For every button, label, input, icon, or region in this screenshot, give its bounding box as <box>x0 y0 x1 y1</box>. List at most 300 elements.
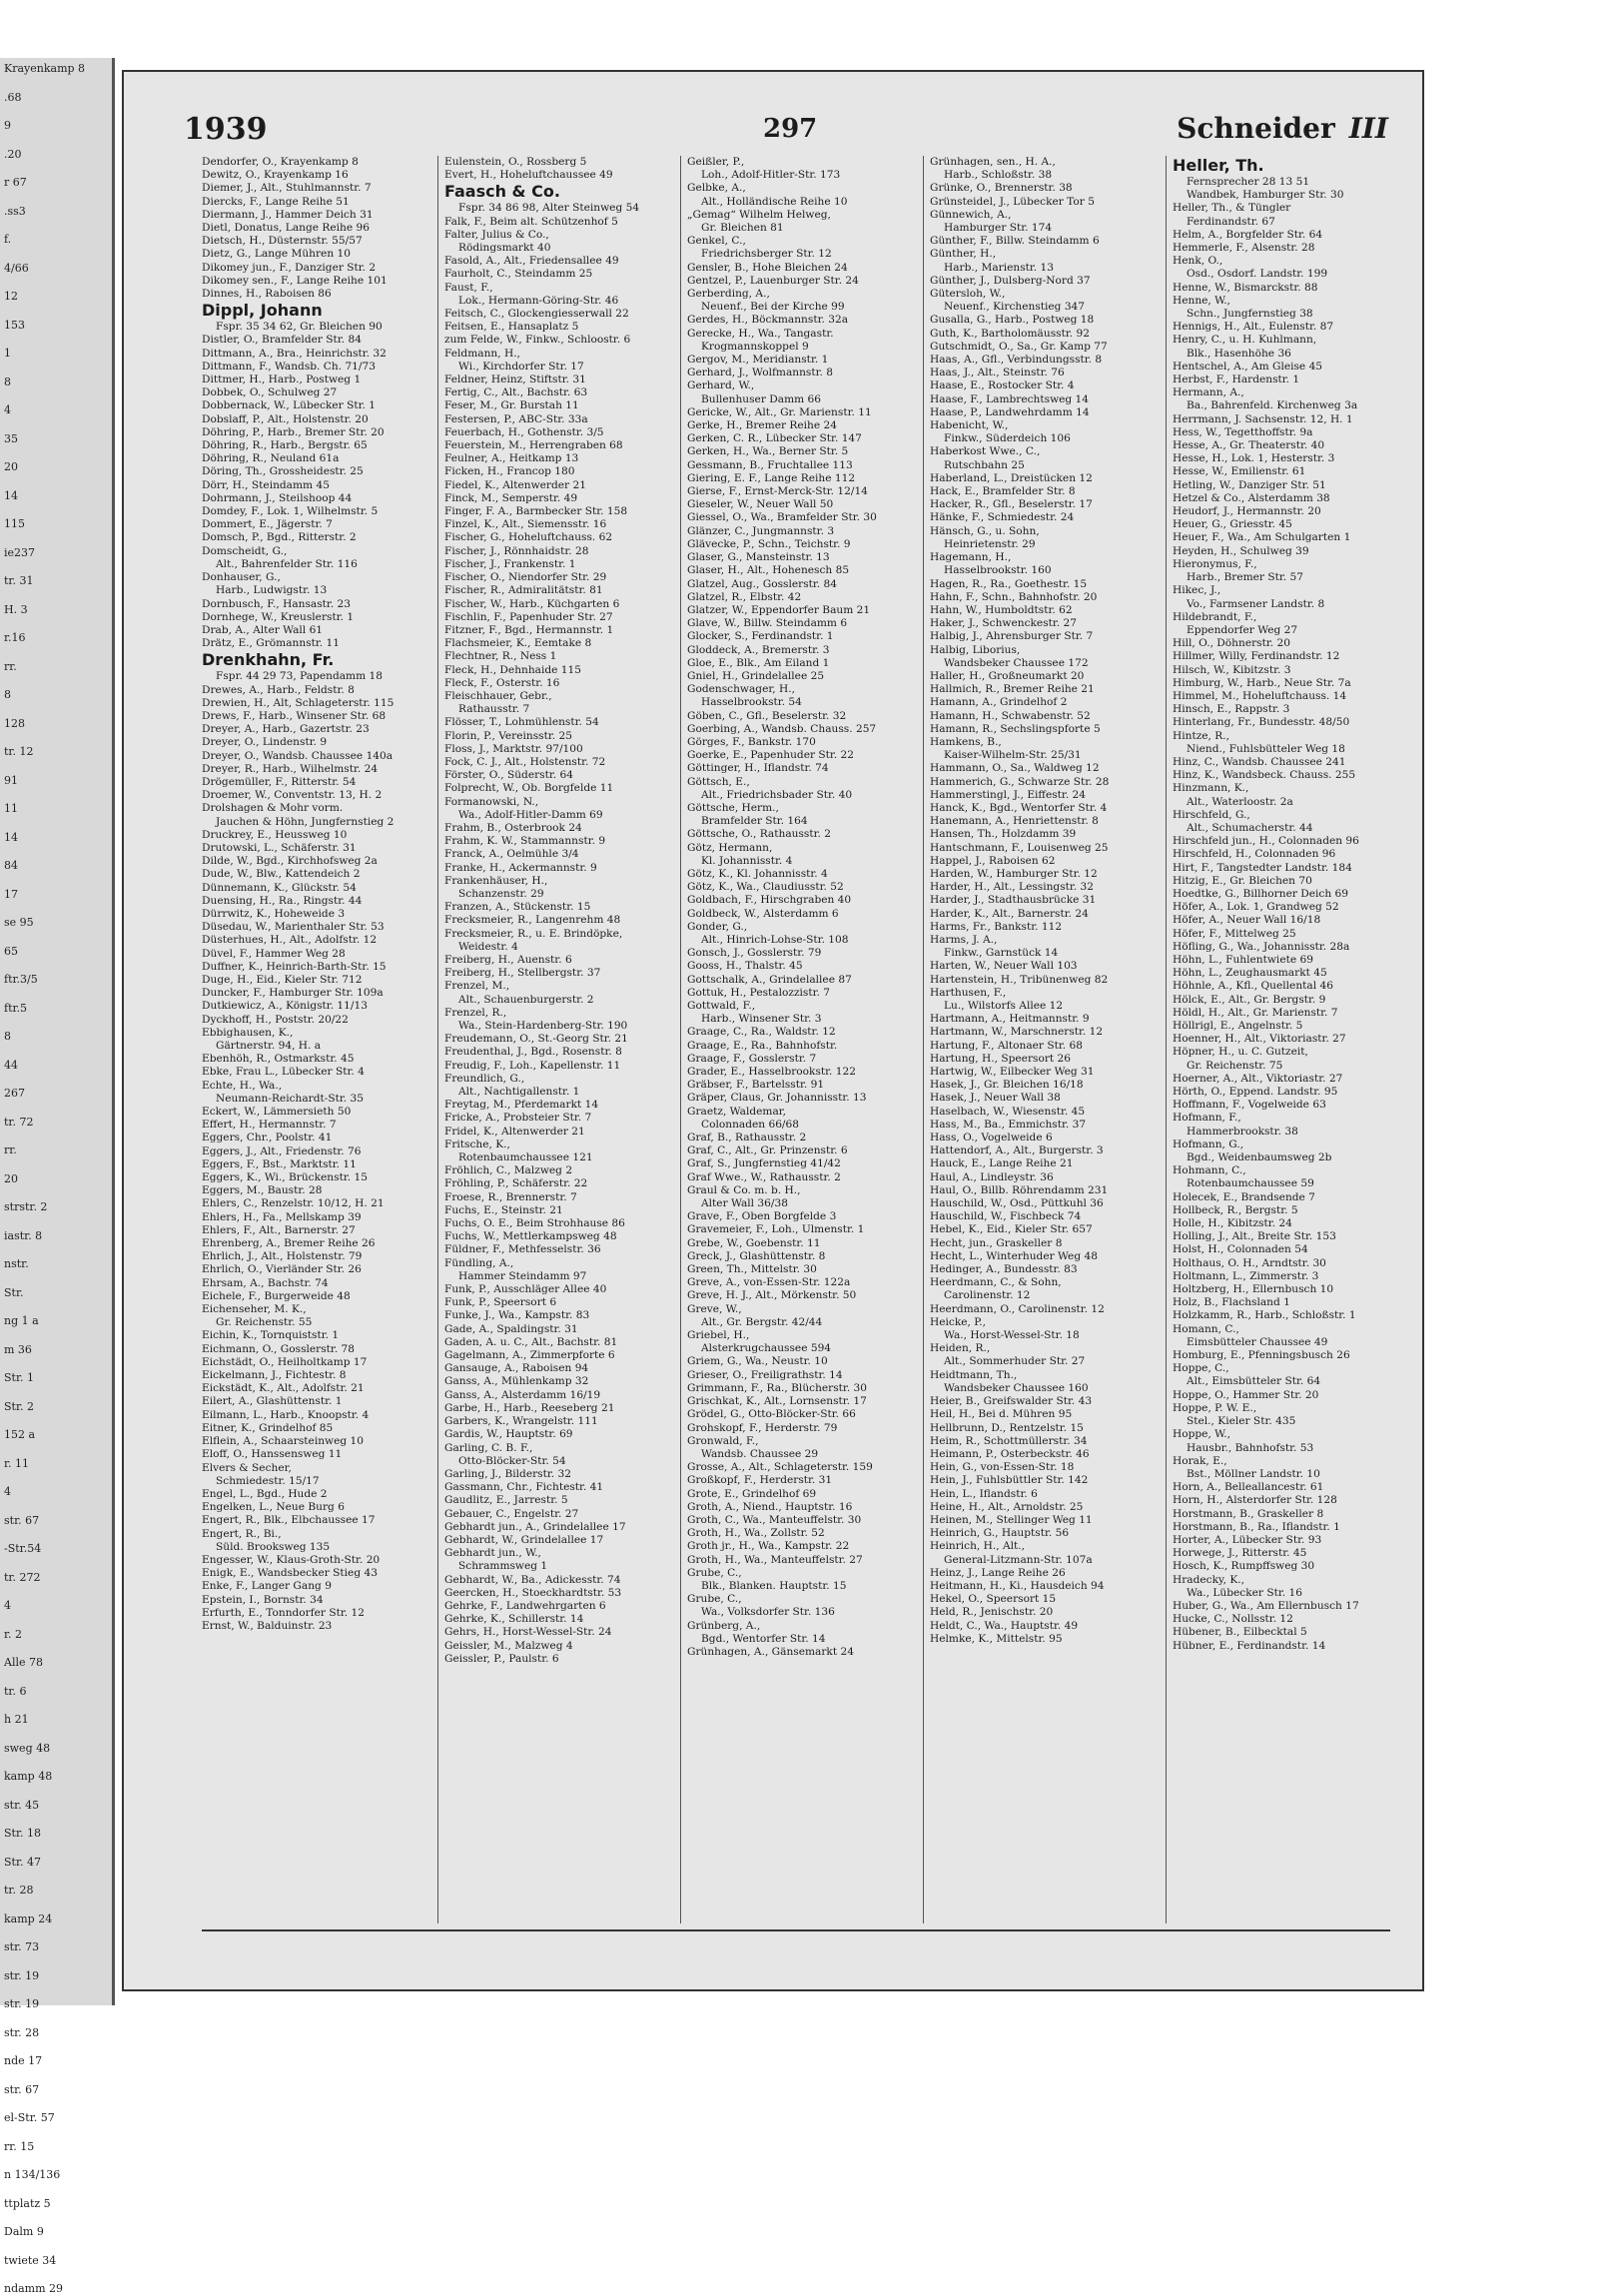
facing-page-fragment-line: nstr. <box>4 1257 29 1270</box>
directory-entry: Hänke, F., Schmiedestr. 24 <box>930 511 1075 524</box>
column-2 <box>444 156 672 1923</box>
directory-entry: Harder, H., Alt., Lessingstr. 32 <box>930 881 1095 894</box>
directory-entry: Fspr. 34 86 98, Alter Steinweg 54 <box>458 202 640 215</box>
facing-page-fragment-line: str. 73 <box>4 1940 40 1953</box>
directory-entry: Freundlich, G., <box>444 1072 525 1085</box>
directory-entry: Döhring, R., Neuland 61a <box>202 452 340 465</box>
directory-entry: Henry, C., u. H. Kuhlmann, <box>1173 334 1317 347</box>
directory-entry: Harder, K., Alt., Barnerstr. 24 <box>930 907 1089 920</box>
directory-entry: Funk, P., Speersort 6 <box>444 1296 557 1309</box>
directory-entry: Glocker, S., Ferdinandstr. 1 <box>687 630 834 643</box>
directory-entry: Grave, F., Oben Borgfelde 3 <box>687 1210 837 1223</box>
directory-entry: Höfer, A., Lok. 1, Grandweg 52 <box>1173 901 1339 914</box>
directory-entry: Drätz, E., Grömannstr. 11 <box>202 637 341 650</box>
directory-entry: Horn, H., Alsterdorfer Str. 128 <box>1173 1494 1337 1507</box>
directory-entry: Hamann, A., Grindelhof 2 <box>930 696 1068 709</box>
directory-entry: Hammerstingl, J., Eiffestr. 24 <box>930 788 1087 801</box>
directory-entry: Hoerner, A., Alt., Viktoriastr. 27 <box>1173 1072 1343 1085</box>
directory-entry: Hirschfeld jun., H., Colonnaden 96 <box>1173 835 1359 848</box>
facing-page-fragment-line: h 21 <box>4 1713 29 1726</box>
directory-entry: Duncker, F., Hamburger Str. 109a <box>202 987 384 1000</box>
directory-entry: Dewitz, O., Krayenkamp 16 <box>202 169 349 182</box>
directory-entry: Graul & Co. m. b. H., <box>687 1183 801 1196</box>
directory-entry: Eulenstein, O., Rossberg 5 <box>444 156 587 168</box>
directory-entry: Gottwald, F., <box>687 1000 756 1012</box>
directory-entry: Düsterhues, H., Alt., Adolfstr. 12 <box>202 934 378 947</box>
directory-entry: Finkw., Süderdeich 106 <box>944 432 1071 445</box>
directory-entry: Heine, H., Alt., Arnoldstr. 25 <box>930 1500 1084 1513</box>
directory-entry: Happel, J., Raboisen 62 <box>930 854 1056 867</box>
directory-entry: Fuchs, E., Steinstr. 21 <box>444 1203 563 1216</box>
directory-entry: Gerberding, A., <box>687 288 770 301</box>
directory-entry: Harms, J. A., <box>930 933 998 946</box>
directory-entry: Hasek, J., Gr. Bleichen 16/18 <box>930 1079 1084 1092</box>
directory-entry: Gerhard, W., <box>687 380 755 392</box>
facing-page-fragment-line: str. 67 <box>4 2082 40 2096</box>
directory-entry: Hübener, B., Eilbecktal 5 <box>1173 1626 1307 1639</box>
directory-entry: Göttsche, O., Rathausstr. 2 <box>687 828 831 841</box>
directory-entry: Göttinger, H., Iflandstr. 74 <box>687 762 829 775</box>
column-rule <box>923 156 924 1923</box>
directory-entry: Groth, C., Wa., Manteuffelstr. 30 <box>687 1513 862 1526</box>
directory-entry: Garbe, H., Harb., Reeseberg 21 <box>444 1401 615 1414</box>
directory-entry: Hirt, F., Tangstedter Landstr. 184 <box>1173 861 1352 874</box>
directory-entry: Feuerstein, M., Herrengraben 68 <box>444 439 623 452</box>
directory-entry: Grischkat, K., Alt., Lornsenstr. 17 <box>687 1395 867 1408</box>
directory-entry: Hasselbrookstr. 160 <box>944 564 1052 577</box>
directory-entry: Fritsche, K., <box>444 1138 510 1150</box>
directory-entry: Ehrlich, O., Vierländer Str. 26 <box>202 1263 362 1276</box>
directory-entry: Greve, H. J., Alt., Mörkenstr. 50 <box>687 1289 857 1302</box>
directory-entry: Green, Th., Mittelstr. 30 <box>687 1263 817 1276</box>
directory-entry: Droemer, W., Conventstr. 13, H. 2 <box>202 789 383 802</box>
facing-page-fragment-line: str. 28 <box>4 2025 40 2039</box>
directory-entry: Eickstädt, K., Alt., Adolfstr. 21 <box>202 1382 365 1395</box>
directory-entry: Höllrigl, E., Angelnstr. 5 <box>1173 1020 1303 1032</box>
directory-entry: Blk., Blanken. Hauptstr. 15 <box>701 1579 847 1592</box>
directory-entry: Alt., Schumacherstr. 44 <box>1187 821 1313 834</box>
directory-entry: Wandbek, Hamburger Str. 30 <box>1187 189 1344 202</box>
directory-entry: Dikomey jun., F., Danziger Str. 2 <box>202 261 377 274</box>
directory-entry: Holle, H., Kibitzstr. 24 <box>1173 1217 1292 1230</box>
directory-entry: Götz, Hermann, <box>687 841 773 854</box>
running-head <box>1177 112 1388 145</box>
directory-entry: Grosse, A., Alt., Schlageterstr. 159 <box>687 1461 873 1474</box>
directory-entry: Frankenhäuser, H., <box>444 874 548 887</box>
directory-entry: Dittmann, A., Bra., Heinrichstr. 32 <box>202 347 387 360</box>
directory-entry: Fricke, A., Probsteier Str. 7 <box>444 1112 592 1125</box>
directory-entry: Franke, H., Ackermannstr. 9 <box>444 861 597 874</box>
directory-entry: Festersen, P., ABC-Str. 33a <box>444 412 588 425</box>
directory-entry: Horter, A., Lübecker Str. 93 <box>1173 1533 1322 1546</box>
column-3 <box>687 156 915 1923</box>
facing-page-fragment-line: ng 1 a <box>4 1314 39 1327</box>
directory-entry: Diemer, J., Alt., Stuhlmannstr. 7 <box>202 182 372 195</box>
directory-entry: Hofmann, G., <box>1173 1138 1244 1150</box>
directory-entry: Holling, J., Alt., Breite Str. 153 <box>1173 1230 1336 1243</box>
directory-entry: Heim, R., Schottmüllerstr. 34 <box>930 1434 1088 1447</box>
column-5 <box>1173 156 1400 1923</box>
facing-page-fragment-line: .68 <box>4 90 22 104</box>
directory-entry: Eggers, M., Baustr. 28 <box>202 1184 323 1197</box>
directory-entry: Guth, K., Bartholomäusstr. 92 <box>930 327 1090 340</box>
directory-entry: Haas, A., Gfl., Verbindungsstr. 8 <box>930 354 1103 367</box>
directory-entry: Henne, W., Bismarckstr. 88 <box>1173 281 1318 294</box>
directory-entry: Schrammsweg 1 <box>458 1560 548 1573</box>
directory-entry: Haker, J., Schwenckestr. 27 <box>930 617 1078 630</box>
directory-entry: Gagelmann, A., Zimmerpforte 6 <box>444 1349 615 1362</box>
directory-entry: Wandsbeker Chaussee 172 <box>944 656 1089 669</box>
facing-page-fragment-line: Str. 18 <box>4 1827 41 1840</box>
directory-entry: Diermann, J., Hammer Deich 31 <box>202 208 374 221</box>
directory-entry: Gensler, B., Hohe Bleichen 24 <box>687 261 848 274</box>
directory-entry: Neuenf., Kirchenstieg 347 <box>944 301 1086 314</box>
directory-entry: Hantschmann, F., Louisenweg 25 <box>930 841 1109 854</box>
directory-entry: Haul, A., Lindleystr. 36 <box>930 1170 1054 1183</box>
directory-entry: Dornbusch, F., Hansastr. 23 <box>202 597 352 610</box>
directory-entry: Gelbke, A., <box>687 182 746 195</box>
directory-entry: Ebke, Frau L., Lübecker Str. 4 <box>202 1066 365 1079</box>
directory-entry: Günther, H., <box>930 248 997 261</box>
facing-page-fragment-line: n 134/136 <box>4 2168 61 2181</box>
directory-entry: zum Felde, W., Finkw., Schloostr. 6 <box>444 334 631 347</box>
directory-entry: Glatzel, Aug., Gosslerstr. 84 <box>687 577 837 590</box>
directory-entry: Gräbser, F., Bartelsstr. 91 <box>687 1079 825 1092</box>
directory-entry: Lu., Wilstorfs Allee 12 <box>944 1000 1064 1012</box>
directory-entry: Gusalla, G., Harb., Postweg 18 <box>930 314 1095 327</box>
directory-entry: Hirschfeld, G., <box>1173 808 1250 821</box>
facing-page-fragment-line: 11 <box>4 802 18 815</box>
facing-page-fragment-line: f. <box>4 233 12 246</box>
directory-entry: Gaden, A. u. C., Alt., Bachstr. 81 <box>444 1335 618 1348</box>
directory-entry: Eitner, K., Grindelhof 85 <box>202 1421 334 1434</box>
directory-entry: Drewes, A., Harb., Feldstr. 8 <box>202 683 355 696</box>
directory-entry: Heimann, P., Osterbeckstr. 46 <box>930 1447 1090 1460</box>
directory-entry: Harthusen, F., <box>930 986 1007 999</box>
directory-entry: Frahm, B., Osterbrook 24 <box>444 821 582 834</box>
directory-entry: Hauck, E., Lange Reihe 21 <box>930 1157 1074 1170</box>
facing-page-fragment-line: se 95 <box>4 916 34 929</box>
directory-entry: Gaudlitz, E., Jarrestr. 5 <box>444 1494 568 1507</box>
directory-entry: Eichstädt, O., Heilholtkamp 17 <box>202 1355 368 1368</box>
directory-entry: Domsch, P., Bgd., Ritterstr. 2 <box>202 531 357 544</box>
directory-entry: Hradecky, K., <box>1173 1573 1244 1586</box>
directory-entry: Hein, G., von-Essen-Str. 18 <box>930 1461 1075 1474</box>
directory-entry: Otto-Blöcker-Str. 54 <box>458 1454 566 1467</box>
directory-entry: Hebel, K., Eid., Kieler Str. 657 <box>930 1223 1093 1236</box>
directory-entry: Hartung, F., Altonaer Str. 68 <box>930 1039 1083 1052</box>
directory-entry: Alt., Nachtigallenstr. 1 <box>458 1086 580 1099</box>
directory-entry: Enigk, E., Wandsbecker Stieg 43 <box>202 1567 378 1580</box>
directory-entry: Eloff, O., Hanssensweg 11 <box>202 1448 343 1461</box>
directory-entry: Feuerbach, H., Gothenstr. 3/5 <box>444 425 604 438</box>
directory-entry: Gerke, H., Bremer Reihe 24 <box>687 419 837 432</box>
directory-entry: Rödingsmarkt 40 <box>458 242 551 255</box>
facing-page-fragment-line: m 36 <box>4 1342 32 1356</box>
directory-entry: Grödel, G., Otto-Blöcker-Str. 66 <box>687 1408 856 1421</box>
facing-page-fragment-line: 267 <box>4 1087 25 1100</box>
directory-entry: Glatzer, W., Eppendorfer Baum 21 <box>687 603 871 616</box>
directory-entry: Ganss, A., Alsterdamm 16/19 <box>444 1388 601 1401</box>
directory-entry: Ehrlich, J., Alt., Holstenstr. 79 <box>202 1250 363 1263</box>
directory-entry: Frahm, K. W., Stammannstr. 9 <box>444 835 606 848</box>
directory-entry: Greve, A., von-Essen-Str. 122a <box>687 1276 851 1289</box>
directory-entry: Gansauge, A., Raboisen 94 <box>444 1362 589 1375</box>
directory-entry: Hohmann, C., <box>1173 1164 1246 1177</box>
directory-entry: Hetling, W., Danziger Str. 51 <box>1173 478 1326 491</box>
directory-entry: Elvers & Secher, <box>202 1461 292 1474</box>
facing-page-fragment-line: rr. <box>4 1144 17 1156</box>
directory-entry: Grieser, O., Freiligrathstr. 14 <box>687 1368 843 1381</box>
directory-entry: Dutkiewicz, A., Königstr. 11/13 <box>202 1000 368 1013</box>
directory-entry: Hinzmann, K., <box>1173 782 1249 795</box>
directory-entry: Lok., Hermann-Göring-Str. 46 <box>458 294 619 307</box>
directory-entry: Domdey, F., Lok. 1, Wilhelmstr. 5 <box>202 505 379 518</box>
directory-entry: Harms, Fr., Bankstr. 112 <box>930 920 1063 933</box>
facing-page-fragment-line: 115 <box>4 517 25 530</box>
directory-entry: Habenicht, W., <box>930 419 1009 432</box>
directory-entry: Horstmann, B., Ra., Iflandstr. 1 <box>1173 1520 1340 1533</box>
directory-entry: Engel, L., Bgd., Hude 2 <box>202 1487 328 1500</box>
directory-entry: „Gemag“ Wilhelm Helweg, <box>687 208 831 221</box>
directory-entry: Gniel, H., Grindelallee 25 <box>687 669 825 682</box>
directory-entry: Faurholt, C., Steindamm 25 <box>444 268 593 281</box>
directory-entry: Hesse, A., Gr. Theaterstr. 40 <box>1173 439 1325 452</box>
directory-entry: Hagemann, H., <box>930 551 1012 564</box>
facing-page-fragment-line: 65 <box>4 944 18 958</box>
directory-entry: Held, R., Jenischstr. 20 <box>930 1606 1054 1619</box>
directory-entry: Flösser, T., Lohmühlenstr. 54 <box>444 716 599 729</box>
directory-entry: Kaiser-Wilhelm-Str. 25/31 <box>944 749 1082 762</box>
facing-page-fragment-line: nde 17 <box>4 2054 43 2067</box>
directory-entry: Hirschfeld, H., Colonnaden 96 <box>1173 848 1336 861</box>
directory-entry: Grünsteidel, J., Lübecker Tor 5 <box>930 195 1095 208</box>
directory-entry: Hansen, Th., Holzdamm 39 <box>930 828 1077 841</box>
directory-entry: Dyckhoff, H., Poststr. 20/22 <box>202 1013 349 1026</box>
facing-page-fragment-line: r.16 <box>4 631 26 644</box>
directory-entry: Gonsch, J., Gosslerstr. 79 <box>687 947 822 960</box>
directory-entry: Franzen, A., Stückenstr. 15 <box>444 901 591 914</box>
facing-page-fragment-line: -Str.54 <box>4 1542 42 1555</box>
directory-entry: Garling, J., Bilderstr. 32 <box>444 1467 571 1480</box>
directory-entry: Alt., Holländische Reihe 10 <box>701 195 848 208</box>
directory-entry: Weidestr. 4 <box>458 940 518 953</box>
directory-entry: Hesse, W., Emilienstr. 61 <box>1173 465 1306 478</box>
directory-entry: Faust, F., <box>444 281 493 294</box>
directory-entry: Gerken, H., Wa., Berner Str. 5 <box>687 445 849 458</box>
directory-entry: Gloe, E., Blk., Am Eiland 1 <box>687 656 830 669</box>
directory-entry: Eimsbütteler Chaussee 49 <box>1187 1335 1328 1348</box>
directory-entry: Osd., Osdorf. Landstr. 199 <box>1187 268 1328 281</box>
facing-page-fragment-line: r. 2 <box>4 1627 23 1641</box>
facing-page-fragment-line: Str. 2 <box>4 1399 34 1413</box>
directory-entry: Gr. Reichenstr. 55 <box>216 1316 313 1329</box>
directory-entry: Duensing, H., Ra., Ringstr. 44 <box>202 894 363 907</box>
directory-entry: Gardis, W., Hauptstr. 69 <box>444 1428 573 1441</box>
directory-entry: Förster, O., Süderstr. 64 <box>444 769 573 782</box>
directory-entry: Graf, C., Alt., Gr. Prinzenstr. 6 <box>687 1145 848 1157</box>
directory-entry: Fündling, A., <box>444 1256 514 1269</box>
directory-entry: Haberland, L., Dreistücken 12 <box>930 471 1093 484</box>
directory-entry: Grebe, W., Goebenstr. 11 <box>687 1236 821 1249</box>
facing-page-fragment-line: tr. 31 <box>4 574 34 587</box>
directory-entry: Götz, K., Kl. Johannisstr. 4 <box>687 867 828 880</box>
directory-entry: Göttsch, E., <box>687 775 750 788</box>
directory-entry: Blk., Hasenhöhe 36 <box>1187 347 1291 360</box>
directory-entry: Eichenseher, M. K., <box>202 1303 307 1316</box>
directory-entry: Flachsmeier, K., Eemtake 8 <box>444 637 592 650</box>
directory-entry: Herbst, F., Hardenstr. 1 <box>1173 374 1300 386</box>
directory-entry: Groth, A., Niend., Hauptstr. 16 <box>687 1500 853 1513</box>
directory-entry: Eggers, J., Alt., Friedenstr. 76 <box>202 1145 362 1157</box>
directory-entry: Gottuk, H., Pestalozzistr. 7 <box>687 986 830 999</box>
directory-entry: Hucke, C., Nollsstr. 12 <box>1173 1613 1293 1626</box>
facing-page-fragment-line: str. 19 <box>4 1997 40 2010</box>
directory-entry: Funk, P., Ausschläger Allee 40 <box>444 1283 607 1296</box>
directory-entry: Harb., Bremer Str. 57 <box>1187 571 1303 584</box>
directory-entry: Hecht, jun., Graskeller 8 <box>930 1236 1063 1249</box>
column-rule <box>1166 156 1167 1923</box>
directory-entry: Epstein, I., Bornstr. 34 <box>202 1593 324 1606</box>
directory-entry: Alt., Eimsbütteler Str. 64 <box>1187 1375 1321 1388</box>
directory-entry: Echte, H., Wa., <box>202 1079 283 1092</box>
directory-entry: Ernst, W., Balduinstr. 23 <box>202 1619 333 1632</box>
facing-page-fragment-line: tr. 6 <box>4 1684 27 1698</box>
directory-entry: Holtzberg, H., Ellernbusch 10 <box>1173 1283 1334 1296</box>
directory-entry: Finger, F. A., Barmbecker Str. 158 <box>444 505 628 518</box>
directory-entry: Hartmann, A., Heitmannstr. 9 <box>930 1013 1090 1026</box>
directory-entry: Homann, C., <box>1173 1322 1239 1335</box>
column-1 <box>202 156 429 1923</box>
facing-page-fragment-line: 4/66 <box>4 261 29 275</box>
directory-entry: Gebhardt, W., Ba., Adickesstr. 74 <box>444 1573 621 1586</box>
directory-entry: Hübner, E., Ferdinandstr. 14 <box>1173 1639 1326 1652</box>
directory-entry: Grünhagen, sen., H. A., <box>930 156 1056 168</box>
directory-entry: Feser, M., Gr. Burstah 11 <box>444 399 579 412</box>
directory-entry: Günther, J., Dulsberg-Nord 37 <box>930 274 1091 287</box>
directory-entry: Hammer Steindamm 97 <box>458 1269 587 1282</box>
directory-entry: Heinen, M., Stellinger Weg 11 <box>930 1513 1093 1526</box>
directory-entry: Heier, B., Greifswalder Str. 43 <box>930 1395 1093 1408</box>
directory-entry: Hildebrandt, F., <box>1173 610 1257 623</box>
directory-entry: Engert, R., Bi., <box>202 1527 282 1540</box>
directory-entry: Gottschalk, A., Grindelallee 87 <box>687 973 852 986</box>
directory-entry: Hölck, E., Alt., Gr. Bergstr. 9 <box>1173 993 1326 1006</box>
directory-entry: Haberkost Wwe., C., <box>930 445 1041 458</box>
directory-entry: Goldbach, F., Hirschgraben 40 <box>687 894 852 907</box>
directory-entry: Gr. Bleichen 81 <box>701 222 784 235</box>
directory-entry: Gronwald, F., <box>687 1434 759 1447</box>
directory-entry: Fspr. 44 29 73, Papendamm 18 <box>216 670 383 683</box>
directory-entry: Dornhege, W., Kreuslerstr. 1 <box>202 610 355 623</box>
directory-entry: Gütersloh, W., <box>930 288 1006 301</box>
directory-entry: Eichmann, O., Gosslerstr. 78 <box>202 1342 356 1355</box>
directory-entry: Haas, J., Alt., Steinstr. 76 <box>930 367 1065 380</box>
directory-entry: Hahn, F., Schn., Bahnhofstr. 20 <box>930 590 1098 603</box>
directory-entry: Haase, F., Lambrechtsweg 14 <box>930 392 1090 405</box>
directory-entry: Dietl, Donatus, Lange Reihe 96 <box>202 222 370 235</box>
facing-page-fragment-line: 1 <box>4 347 11 360</box>
directory-entry: Heinrietenstr. 29 <box>944 537 1036 550</box>
facing-page-fragment-line: tr. 28 <box>4 1884 34 1897</box>
directory-entry: Hesse, H., Lok. 1, Hesterstr. 3 <box>1173 452 1335 465</box>
directory-entry: Wa., Stein-Hardenberg-Str. 190 <box>458 1020 628 1032</box>
directory-entry: Drögemüller, F., Ritterstr. 54 <box>202 775 357 788</box>
directory-entry: Hein, L., Iflandstr. 6 <box>930 1487 1038 1500</box>
directory-entry: Schmiedestr. 15/17 <box>216 1474 320 1487</box>
directory-entry: Höfer, A., Neuer Wall 16/18 <box>1173 914 1321 927</box>
directory-entry: Gerdes, H., Böckmannstr. 32a <box>687 314 849 327</box>
directory-entry: Fischer, G., Hoheluftchauss. 62 <box>444 531 613 544</box>
directory-entry: Fridel, K., Altenwerder 21 <box>444 1125 585 1138</box>
directory-entry: Hinz, C., Wandsb. Chaussee 241 <box>1173 755 1346 768</box>
facing-page-fragment-line: 20 <box>4 1171 18 1185</box>
directory-entry: Alt., Gr. Bergstr. 42/44 <box>701 1315 823 1328</box>
directory-entry: Fröhling, P., Schäferstr. 22 <box>444 1177 588 1190</box>
directory-entry: Heil, H., Bei d. Mühren 95 <box>930 1408 1073 1421</box>
directory-entry: Hammann, O., Sa., Waldweg 12 <box>930 762 1100 775</box>
facing-page-fragment-line: 8 <box>4 688 11 701</box>
directory-entry: Florin, P., Vereinsstr. 25 <box>444 729 572 742</box>
directory-entry: Formanowski, N., <box>444 795 539 808</box>
directory-entry: Groth jr., H., Wa., Kampstr. 22 <box>687 1540 850 1553</box>
facing-page-fragment-line: str. 45 <box>4 1798 40 1812</box>
directory-entry: Genkel, C., <box>687 235 746 248</box>
directory-entry: Hoppe, O., Hammer Str. 20 <box>1173 1388 1319 1401</box>
directory-entry: Döhring, R., Harb., Bergstr. 65 <box>202 439 368 452</box>
directory-entry: Hahn, W., Humboldtstr. 62 <box>930 603 1073 616</box>
directory-entry: Feldner, Heinz, Stiftstr. 31 <box>444 374 586 386</box>
directory-entry: Hofmann, F., <box>1173 1112 1241 1125</box>
directory-entry: Gentzel, P., Lauenburger Str. 24 <box>687 274 859 287</box>
directory-entry: Hausbr., Bahnhofstr. 53 <box>1187 1441 1314 1454</box>
directory-entry: Ficken, H., Francop 180 <box>444 465 575 478</box>
directory-entry: Frecksmeier, R., u. E. Brindöpke, <box>444 927 623 940</box>
directory-entry: Gessmann, B., Fruchtallee 113 <box>687 458 853 471</box>
directory-entry: Horn, A., Belleallancestr. 61 <box>1173 1481 1324 1494</box>
directory-entry: Ehlers, F., Alt., Barnerstr. 27 <box>202 1223 356 1236</box>
directory-entry: Homburg, E., Pfenningsbusch 26 <box>1173 1349 1350 1362</box>
facing-page-fragment-line: rr. 15 <box>4 2139 35 2153</box>
directory-entry: Elflein, A., Schaarsteinweg 10 <box>202 1435 365 1448</box>
directory-entry: Heuer, G., Griesstr. 45 <box>1173 518 1292 531</box>
directory-entry: Ehlers, H., Fa., Mellskamp 39 <box>202 1210 362 1223</box>
directory-entry: Effert, H., Hermannstr. 7 <box>202 1119 337 1132</box>
directory-entry: Graf, S., Jungfernstieg 41/42 <box>687 1157 841 1170</box>
directory-entry: Dreyer, A., Harb., Gazertstr. 23 <box>202 723 370 736</box>
directory-entry: Feitsch, C., Glockengiesserwall 22 <box>444 308 629 321</box>
directory-entry: Hinterlang, Fr., Bundesstr. 48/50 <box>1173 716 1350 729</box>
directory-entry: Graetz, Waldemar, <box>687 1105 787 1118</box>
directory-entry: Holtmann, L., Zimmerstr. 3 <box>1173 1269 1319 1282</box>
directory-entry: Ebenhöh, R., Ostmarkstr. 45 <box>202 1053 355 1066</box>
directory-entry: Gravemeier, F., Loh., Ulmenstr. 1 <box>687 1223 865 1236</box>
directory-entry: General-Litzmann-Str. 107a <box>944 1553 1093 1566</box>
directory-entry: Haase, P., Landwehrdamm 14 <box>930 405 1090 418</box>
directory-entry: Dendorfer, O., Krayenkamp 8 <box>202 156 359 168</box>
directory-entry: Glänzer, C., Jungmannstr. 3 <box>687 524 835 537</box>
directory-entry: Hartwig, W., Eilbecker Weg 31 <box>930 1066 1095 1079</box>
directory-entry: Geißler, P., <box>687 156 745 168</box>
directory-entry: Fischer, W., Harb., Küchgarten 6 <box>444 597 620 610</box>
directory-entry: Gehrke, K., Schillerstr. 14 <box>444 1613 584 1626</box>
facing-page-fragment-line: 84 <box>4 859 18 872</box>
directory-entry: Eckert, W., Lämmersieth 50 <box>202 1106 352 1119</box>
directory-entry: Falter, Julius & Co., <box>444 228 549 241</box>
directory-entry: Diercks, F., Lange Reihe 51 <box>202 195 350 208</box>
directory-entry: Dinnes, H., Raboisen 86 <box>202 288 332 301</box>
facing-page-fragment-line: 8 <box>4 375 11 388</box>
